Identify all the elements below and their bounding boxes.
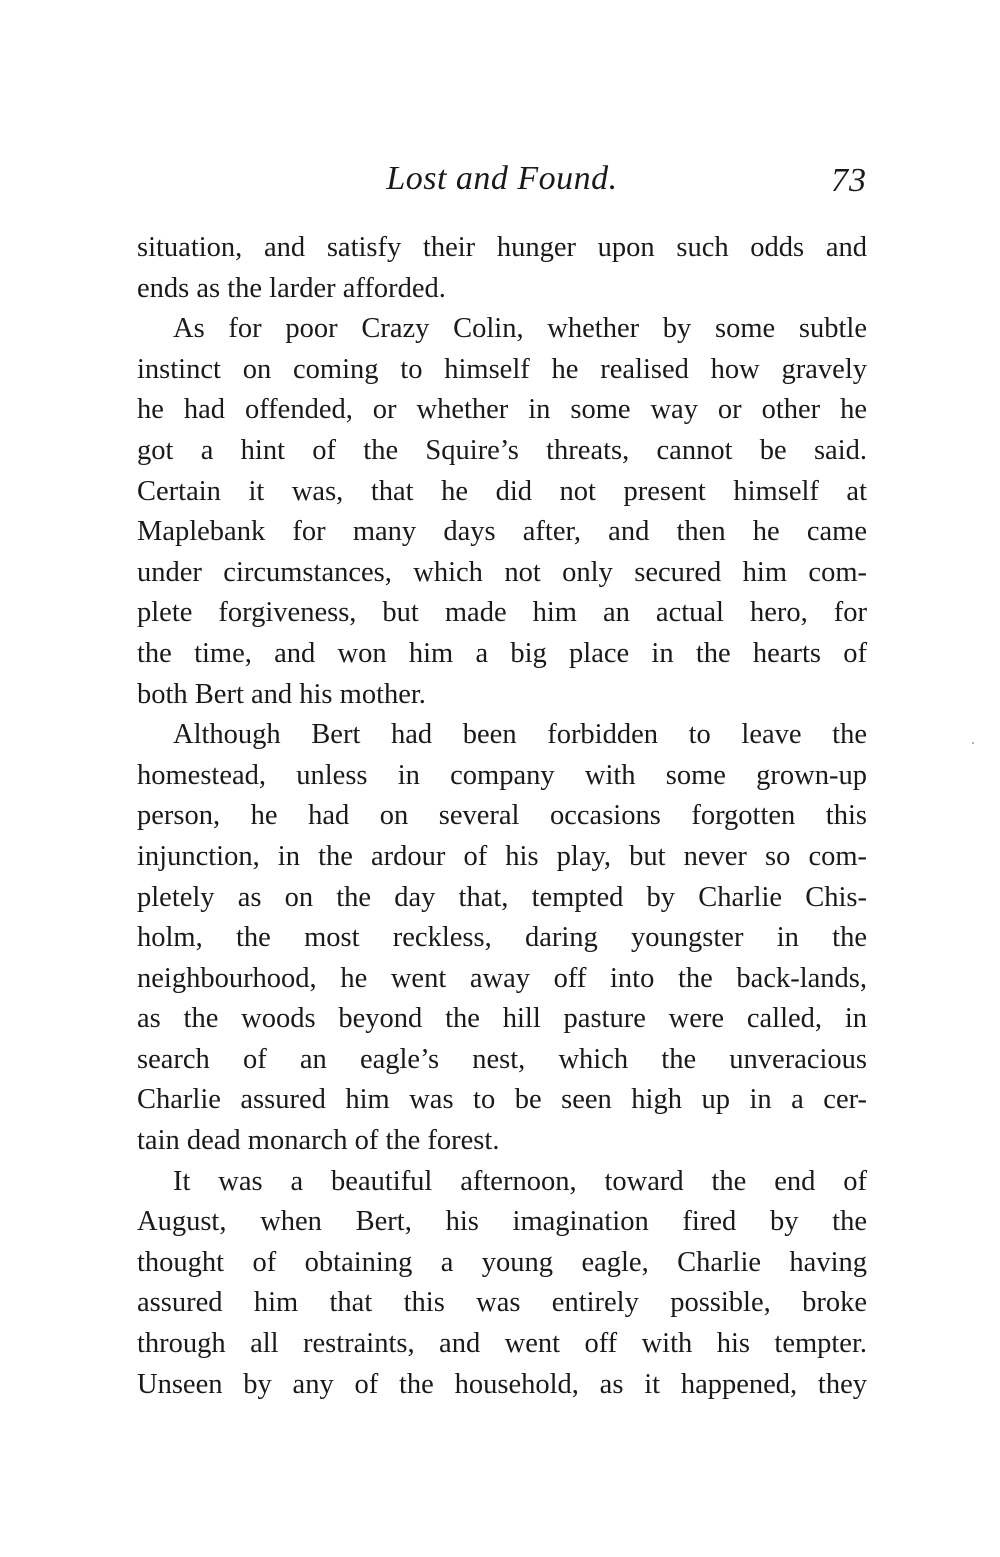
text-line: plete forgiveness, but made him an actual hero, for bbox=[137, 597, 867, 629]
paragraph bbox=[137, 309, 867, 715]
paragraph bbox=[137, 228, 867, 309]
text-line: pletely as on the day that, tempted by Charlie Chis- bbox=[137, 881, 867, 913]
text-line: situation, and satisfy their hunger upon such odds and bbox=[137, 232, 867, 263]
text-line: under circumstances, which not only secured him com- bbox=[137, 556, 867, 588]
text-line: Charlie assured him was to be seen high up in a cer- bbox=[137, 1084, 867, 1116]
text-line: through all restraints, and went off with his tempter. bbox=[137, 1328, 867, 1360]
running-head bbox=[137, 160, 867, 210]
text-line: August, when Bert, his imagination fired by the bbox=[137, 1206, 867, 1238]
paragraph bbox=[137, 715, 867, 1162]
running-title: Lost and Found. bbox=[386, 160, 618, 197]
text-line: the time, and won him a big place in the hearts of bbox=[137, 637, 867, 669]
text-line: person, he had on several occasions forgotten this bbox=[137, 800, 867, 832]
paragraph bbox=[137, 1162, 867, 1406]
text-line: thought of obtaining a young eagle, Charlie having bbox=[137, 1246, 867, 1278]
text-line: It was a beautiful afternoon, toward the end of bbox=[173, 1165, 867, 1197]
text-line: As for poor Crazy Colin, whether by some subtle bbox=[173, 313, 867, 345]
text-line: got a hint of the Squire’s threats, cannot be said. bbox=[137, 434, 867, 466]
text-line: injunction, in the ardour of his play, but never so com- bbox=[137, 840, 867, 872]
text-line: Although Bert had been forbidden to leave the bbox=[173, 719, 867, 751]
text-line: holm, the most reckless, daring youngster in the bbox=[137, 922, 867, 954]
text-line: as the woods beyond the hill pasture were called, in bbox=[137, 1003, 867, 1035]
text-line: Unseen by any of the household, as it happened, they bbox=[137, 1368, 867, 1400]
text-line: search of an eagle’s nest, which the unveracious bbox=[137, 1043, 867, 1075]
body-text bbox=[137, 228, 867, 1405]
text-line: tain dead monarch of the forest. bbox=[137, 1125, 500, 1157]
text-line: neighbourhood, he went away off into the back-lands, bbox=[137, 962, 867, 994]
text-line: assured him that this was entirely possible, broke bbox=[137, 1287, 867, 1319]
text-line: Certain it was, that he did not present himself at bbox=[137, 475, 867, 507]
page-number: 73 bbox=[831, 162, 867, 199]
text-line: Maplebank for many days after, and then he came bbox=[137, 516, 867, 548]
text-line: homestead, unless in company with some grown-up bbox=[137, 759, 867, 791]
text-line: both Bert and his mother. bbox=[137, 678, 426, 710]
text-line: instinct on coming to himself he realised how gravely bbox=[137, 353, 867, 385]
text-line: ends as the larder afforded. bbox=[137, 272, 446, 304]
scan-speck bbox=[972, 742, 974, 744]
text-line: he had offended, or whether in some way or other he bbox=[137, 394, 867, 426]
